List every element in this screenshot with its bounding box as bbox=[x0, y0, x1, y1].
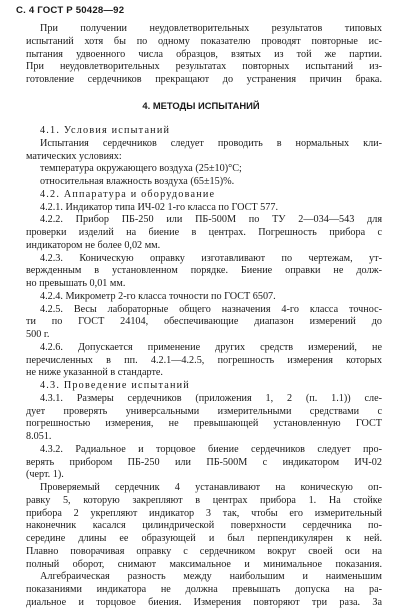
page-header: С. 4 ГОСТ Р 50428—92 bbox=[16, 5, 125, 16]
text-line: показаниями индикатора не должна превышать допуска на ра- bbox=[26, 584, 382, 595]
text-line: 4.3.1. Размеры сердечников (приложения 1, 2 (п. 1.1)) сле- bbox=[40, 392, 382, 404]
text-line: не ниже указанной в стандарте. bbox=[26, 367, 163, 379]
text-line: перечисленных в пп. 4.2.1—4.2.5, погрешность измерения которых bbox=[26, 354, 382, 366]
text-line: Плавно поворачивая оправку с сердечником вокруг своей оси на bbox=[26, 545, 382, 557]
text-line: середине длины ее образующей и был перпендикулярен к ней. bbox=[26, 533, 382, 544]
text-line: Алгебраическая разность между наибольшим и наименьшим bbox=[40, 571, 382, 583]
text-line: полный оборот, снимают максимальное и минимальное показания. bbox=[26, 558, 382, 570]
text-line: матических условиях: bbox=[26, 150, 122, 162]
text-line: дует проверять универсальными измерительными средствами с bbox=[26, 405, 382, 417]
text-line: испытаний хотя бы по одному показателю проводят повторные ис- bbox=[26, 35, 382, 47]
text-line: 4.1. Условия испытаний bbox=[40, 125, 171, 136]
text-line: (черт. 1). bbox=[26, 469, 64, 481]
text-line: погрешностью измерения, не превышающей установленную ГОСТ bbox=[26, 418, 382, 430]
text-line: готовление сердечников прекращают до устранения причин брака. bbox=[26, 74, 382, 85]
text-line: Проверяемый сердечник 4 устанавливают на коническую оп- bbox=[40, 482, 382, 493]
text-line: ти по ГОСТ 24104, обеспечивающие диапазон измерений до bbox=[26, 316, 382, 328]
text-line: относительная влажность воздуха (65±15)%. bbox=[40, 176, 235, 187]
text-line: Испытания сердечников следует проводить в нормальных кли- bbox=[40, 137, 382, 149]
text-line: пытания удвоенного числа образцов, взятых из той же партии. bbox=[26, 48, 382, 60]
text-line: верять прибором ПБ-250 или ПБ-500М с индикатором ИЧ-02 bbox=[26, 456, 382, 468]
text-line: температура окружающего воздуха (25±10)°С; bbox=[40, 163, 242, 175]
text-line: вержденным в установленном порядке. Биение оправки не долж- bbox=[26, 265, 382, 277]
text-line: 8.051. bbox=[26, 431, 52, 442]
text-line: При получении неудовлетворительных результатов типовых bbox=[40, 23, 382, 34]
text-line: 4.2.2. Прибор ПБ-250 или ПБ-500М по ТУ 2—034—543 для bbox=[40, 214, 382, 226]
text-line: При неудовлетворительных результатах повторных испытаний из- bbox=[26, 61, 382, 73]
text-line: 4.2.6. Допускается применение других средств измерений, не bbox=[40, 341, 382, 353]
text-line: проверки изделий на биение в центрах. Погрешность прибора с bbox=[26, 227, 382, 238]
text-line: наконечник касался цилиндрической поверхности сердечника по- bbox=[26, 520, 382, 532]
text-line: 4.2.1. Индикатор типа ИЧ-02 1-го класса по ГОСТ 577. bbox=[40, 201, 278, 213]
text-line: равку 5, которую закрепляют в центрах прибора 1. На стойке bbox=[26, 494, 382, 506]
text-line: 4.2. Аппаратура и оборудование bbox=[40, 188, 216, 200]
text-line: прибора 2 укрепляют индикатор 3 так, чтобы его измерительный bbox=[26, 507, 382, 519]
text-line: 4.3.2. Радиальное и торцовое биение сердечников следует про- bbox=[40, 443, 382, 455]
text-line: 4.2.3. Коническую оправку изготавливают по чертежам, ут- bbox=[40, 252, 382, 264]
text-line: 4. МЕТОДЫ ИСПЫТАНИЙ bbox=[142, 99, 260, 111]
text-line: 4.2.4. Микрометр 2-го класса точности по ГОСТ 6507. bbox=[40, 290, 276, 302]
text-line: 4.2.5. Весы лабораторные общего назначения 4-го класса точнос- bbox=[40, 303, 382, 315]
text-line: 4.3. Проведение испытаний bbox=[40, 380, 190, 391]
text-line: 500 г. bbox=[26, 329, 50, 340]
text-line: диальное и торцовое биения. Измерения повторяют три раза. За bbox=[26, 596, 382, 608]
text-line: индикатором не более 0,02 мм. bbox=[26, 239, 161, 251]
text-line: но превышать 0,01 мм. bbox=[26, 278, 126, 289]
